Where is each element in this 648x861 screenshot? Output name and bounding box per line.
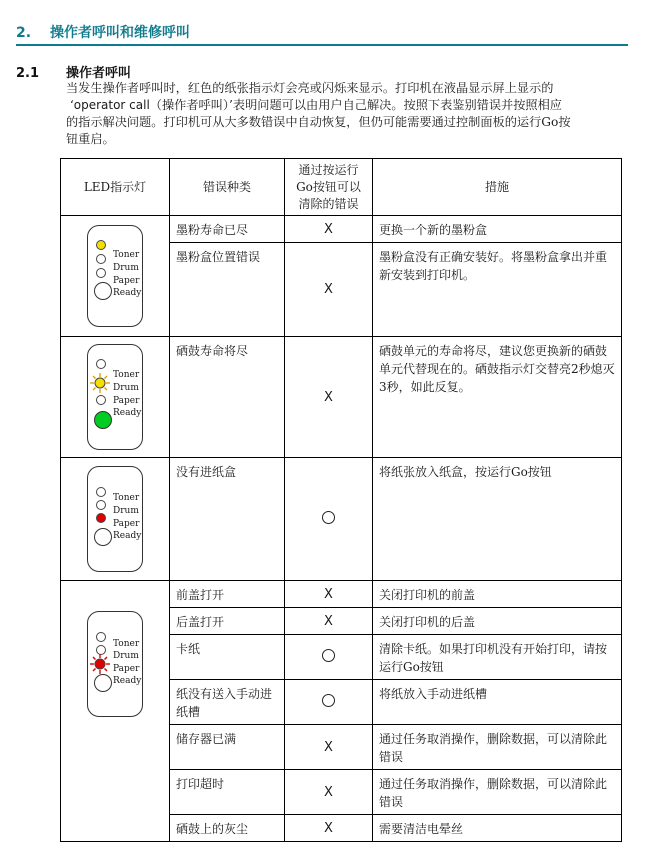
paper-label: Paper xyxy=(113,519,140,529)
action-cell: 将纸张放入纸盒，按运行Go按钮 xyxy=(373,458,622,581)
error-cell: 硒鼓寿命将尽 xyxy=(170,337,285,458)
ready-label: Ready xyxy=(113,531,142,541)
paper-flash-icon xyxy=(90,654,110,674)
ready-label: Ready xyxy=(113,408,142,418)
table-row xyxy=(61,458,622,581)
table-header-row xyxy=(61,159,622,216)
circle-icon xyxy=(322,694,335,707)
action-cell: 将纸放入手动进纸槽 xyxy=(373,680,622,725)
subsection-heading xyxy=(16,62,131,81)
clear-cell: X xyxy=(285,770,373,815)
header-action: 措施 xyxy=(373,159,622,216)
drum-label: Drum xyxy=(113,651,139,661)
ready-lamp-icon xyxy=(94,674,112,692)
toner-lamp-icon xyxy=(96,632,106,642)
error-cell: 纸没有送入手动进纸槽 xyxy=(170,680,285,725)
led-panel xyxy=(87,344,143,450)
ready-lamp-icon xyxy=(94,282,112,300)
led-cell-paper xyxy=(61,581,170,842)
toner-lamp-icon xyxy=(96,487,106,497)
clear-cell: X xyxy=(285,337,373,458)
clear-cell xyxy=(285,458,373,581)
clear-cell xyxy=(285,680,373,725)
error-cell: 卡纸 xyxy=(170,635,285,680)
table-row xyxy=(61,581,622,608)
error-table xyxy=(60,158,622,842)
intro-line: ‘operator call（操作者呼叫）’表明问题可以由用户自己解决。按照下表鉴别错误并按照相应 xyxy=(69,98,562,112)
toner-label: Toner xyxy=(113,639,140,649)
paper-lamp-icon xyxy=(96,395,106,405)
led-panel xyxy=(87,466,143,572)
toner-lamp-icon xyxy=(96,240,106,250)
error-cell: 硒鼓上的灰尘 xyxy=(170,815,285,842)
ready-label: Ready xyxy=(113,288,142,298)
ready-label: Ready xyxy=(113,676,142,686)
error-cell: 前盖打开 xyxy=(170,581,285,608)
drum-lamp-icon xyxy=(96,500,106,510)
error-cell: 墨粉盒位置错误 xyxy=(170,243,285,337)
circle-icon xyxy=(322,511,335,524)
toner-label: Toner xyxy=(113,370,140,380)
error-cell: 储存器已满 xyxy=(170,725,285,770)
action-cell: 需要清洁电晕丝 xyxy=(373,815,622,842)
clear-cell: X xyxy=(285,725,373,770)
drum-flash-icon xyxy=(90,373,110,393)
paper-label: Paper xyxy=(113,396,140,406)
table-row xyxy=(61,337,622,458)
toner-label: Toner xyxy=(113,250,140,260)
intro-line: 的指示解决问题。打印机可从大多数错误中自动恢复，但仍可能需要通过控制面板的运行Go按 xyxy=(66,115,571,129)
toner-lamp-icon xyxy=(96,359,106,369)
header-error: 错误种类 xyxy=(170,159,285,216)
section-heading xyxy=(16,22,628,42)
toner-label: Toner xyxy=(113,493,140,503)
led-cell-drum xyxy=(61,337,170,458)
circle-icon xyxy=(322,649,335,662)
intro-paragraph xyxy=(66,80,632,148)
action-cell: 通过任务取消操作，删除数据，可以清除此错误 xyxy=(373,725,622,770)
error-cell: 墨粉寿命已尽 xyxy=(170,216,285,243)
clear-cell: X xyxy=(285,243,373,337)
led-panel xyxy=(87,611,143,717)
clear-cell: X xyxy=(285,581,373,608)
clear-cell xyxy=(285,635,373,680)
error-cell: 后盖打开 xyxy=(170,608,285,635)
table-row xyxy=(61,216,622,243)
action-cell: 硒鼓单元的寿命将尽，建议您更换新的硒鼓单元代替现在的。硒鼓指示灯交替亮2秒熄灭3秒，如此反复。 xyxy=(373,337,622,458)
clear-cell: X xyxy=(285,815,373,842)
action-cell: 墨粉盒没有正确安装好。将墨粉盒拿出并重新安装到打印机。 xyxy=(373,243,622,337)
action-cell: 通过任务取消操作，删除数据，可以清除此错误 xyxy=(373,770,622,815)
subsection-number: 2.1 xyxy=(16,66,40,81)
intro-line: 钮重启。 xyxy=(66,132,115,146)
clear-cell: X xyxy=(285,608,373,635)
action-cell: 关闭打印机的后盖 xyxy=(373,608,622,635)
led-panel xyxy=(87,225,143,327)
led-cell-no-tray xyxy=(61,458,170,581)
drum-label: Drum xyxy=(113,506,139,516)
clear-cell: X xyxy=(285,216,373,243)
led-cell-toner xyxy=(61,216,170,337)
error-cell: 打印超时 xyxy=(170,770,285,815)
paper-lamp-icon xyxy=(96,268,106,278)
action-cell: 关闭打印机的前盖 xyxy=(373,581,622,608)
error-cell: 没有进纸盒 xyxy=(170,458,285,581)
header-clear: 通过按运行Go按钮可以清除的错误 xyxy=(285,159,373,216)
ready-lamp-icon xyxy=(94,528,112,546)
paper-label: Paper xyxy=(113,276,140,286)
header-led: LED指示灯 xyxy=(61,159,170,216)
drum-label: Drum xyxy=(113,263,139,273)
drum-lamp-icon xyxy=(96,254,106,264)
action-cell: 更换一个新的墨粉盒 xyxy=(373,216,622,243)
intro-line: 当发生操作者呼叫时，红色的纸张指示灯会亮或闪烁来显示。打印机在液晶显示屏上显示的 xyxy=(66,81,554,95)
paper-label: Paper xyxy=(113,664,140,674)
section-title: 操作者呼叫和维修呼叫 xyxy=(50,25,190,41)
ready-lamp-icon xyxy=(94,411,112,429)
action-cell: 清除卡纸。如果打印机没有开始打印，请按运行Go按钮 xyxy=(373,635,622,680)
section-number: 2. xyxy=(16,25,32,41)
operator-call-term: operator call xyxy=(73,98,150,112)
subsection-title: 操作者呼叫 xyxy=(66,66,132,81)
paper-lamp-icon xyxy=(96,513,106,523)
drum-label: Drum xyxy=(113,383,139,393)
section-rule xyxy=(16,44,628,46)
